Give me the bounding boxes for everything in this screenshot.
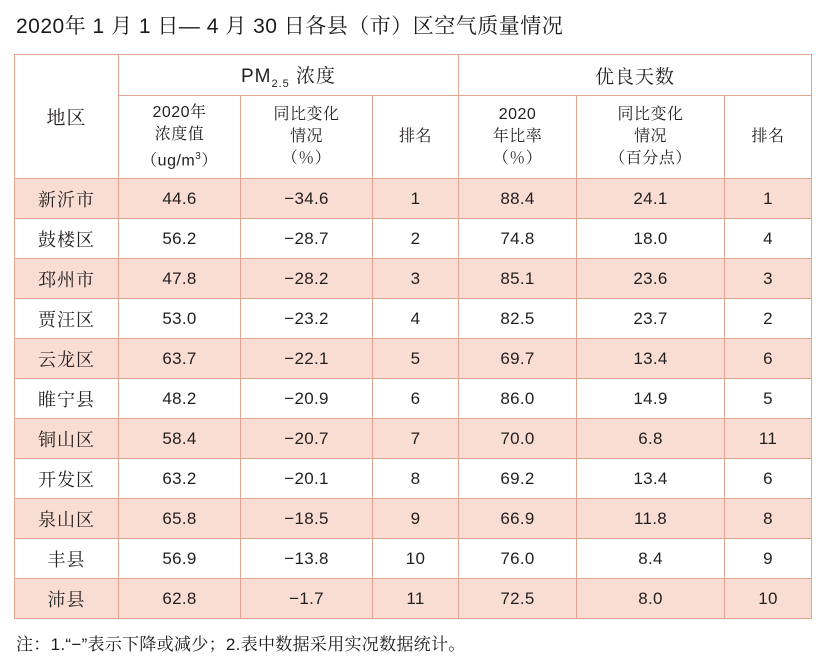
cell-days-rank: 8 xyxy=(725,499,812,539)
cell-days-rank: 5 xyxy=(725,379,812,419)
cell-days-rank: 10 xyxy=(725,579,812,619)
cell-pm-change: −20.1 xyxy=(241,459,373,499)
pm25-label-tail: 浓度 xyxy=(289,65,337,87)
table-note: 注：1.“−”表示下降或减少；2.表中数据采用实况数据统计。 xyxy=(16,635,466,655)
pm-value-line1: 2020年 xyxy=(152,104,207,121)
cell-days-change: 8.4 xyxy=(577,539,725,579)
cell-region: 开发区 xyxy=(15,459,119,499)
cell-days-value: 69.2 xyxy=(459,459,577,499)
cell-region: 鼓楼区 xyxy=(15,219,119,259)
days-value-line2: 年比率 xyxy=(492,128,543,146)
days-value-line3: （％） xyxy=(492,150,543,168)
cell-days-rank: 1 xyxy=(725,179,812,219)
cell-days-change: 8.0 xyxy=(577,579,725,619)
cell-days-rank: 9 xyxy=(725,539,812,579)
table-row xyxy=(15,379,812,419)
air-quality-table xyxy=(14,54,812,619)
cell-region: 泉山区 xyxy=(15,499,119,539)
cell-pm-change: −18.5 xyxy=(241,499,373,539)
cell-pm-rank: 2 xyxy=(373,219,459,259)
table-row xyxy=(15,459,812,499)
pm-change-line2: 情况 xyxy=(289,128,323,146)
cell-pm-value: 44.6 xyxy=(119,179,241,219)
cell-pm-change: −34.6 xyxy=(241,179,373,219)
cell-days-value: 72.5 xyxy=(459,579,577,619)
table-row xyxy=(15,339,812,379)
pm-change-line1: 同比变化 xyxy=(273,106,340,124)
cell-pm-value: 56.2 xyxy=(119,219,241,259)
pm25-label-sub: 2.5 xyxy=(271,77,290,90)
cell-region: 睢宁县 xyxy=(15,379,119,419)
cell-pm-rank: 10 xyxy=(373,539,459,579)
table-row xyxy=(15,179,812,219)
days-value-line1: 2020 xyxy=(498,106,537,124)
pm-change-line3: （％） xyxy=(281,150,332,168)
column-group-header-pm25 xyxy=(119,55,459,96)
table-row xyxy=(15,299,812,339)
cell-days-value: 70.0 xyxy=(459,419,577,459)
column-header-pm-change xyxy=(241,96,373,179)
cell-days-change: 6.8 xyxy=(577,419,725,459)
cell-days-change: 14.9 xyxy=(577,379,725,419)
cell-days-value: 74.8 xyxy=(459,219,577,259)
cell-days-rank: 6 xyxy=(725,339,812,379)
cell-pm-rank: 8 xyxy=(373,459,459,499)
cell-pm-rank: 4 xyxy=(373,299,459,339)
cell-pm-change: −22.1 xyxy=(241,339,373,379)
cell-pm-rank: 6 xyxy=(373,379,459,419)
table-row xyxy=(15,419,812,459)
cell-days-value: 69.7 xyxy=(459,339,577,379)
column-header-days-value xyxy=(459,96,577,179)
cell-days-rank: 6 xyxy=(725,459,812,499)
cell-days-change: 13.4 xyxy=(577,339,725,379)
cell-pm-rank: 1 xyxy=(373,179,459,219)
cell-days-rank: 3 xyxy=(725,259,812,299)
column-header-pm-rank: 排名 xyxy=(373,96,459,179)
cell-days-change: 11.8 xyxy=(577,499,725,539)
cell-pm-value: 56.9 xyxy=(119,539,241,579)
days-change-line1: 同比变化 xyxy=(617,106,684,124)
cell-region: 铜山区 xyxy=(15,419,119,459)
cell-region: 丰县 xyxy=(15,539,119,579)
column-group-header-good-days: 优良天数 xyxy=(459,55,812,96)
cell-days-change: 18.0 xyxy=(577,219,725,259)
table-header-sub-row xyxy=(15,96,812,179)
cell-days-value: 66.9 xyxy=(459,499,577,539)
column-header-pm-value xyxy=(119,96,241,179)
cell-region: 新沂市 xyxy=(15,179,119,219)
cell-region: 沛县 xyxy=(15,579,119,619)
cell-days-value: 76.0 xyxy=(459,539,577,579)
cell-pm-rank: 11 xyxy=(373,579,459,619)
cell-region: 贾汪区 xyxy=(15,299,119,339)
cell-pm-rank: 3 xyxy=(373,259,459,299)
cell-pm-value: 65.8 xyxy=(119,499,241,539)
days-change-line3: （百分点） xyxy=(609,150,692,168)
table-head xyxy=(15,55,812,179)
cell-pm-change: −28.7 xyxy=(241,219,373,259)
table-row xyxy=(15,579,812,619)
cell-pm-change: −28.2 xyxy=(241,259,373,299)
cell-pm-change: −1.7 xyxy=(241,579,373,619)
table-header-group-row xyxy=(15,55,812,96)
cell-pm-value: 63.2 xyxy=(119,459,241,499)
cell-days-change: 24.1 xyxy=(577,179,725,219)
cell-days-value: 86.0 xyxy=(459,379,577,419)
cell-pm-change: −20.9 xyxy=(241,379,373,419)
table-row xyxy=(15,499,812,539)
table-row xyxy=(15,539,812,579)
cell-pm-value: 47.8 xyxy=(119,259,241,299)
pm25-label-main: PM xyxy=(240,65,272,87)
table-body xyxy=(15,179,812,619)
cell-pm-value: 58.4 xyxy=(119,419,241,459)
cell-days-value: 85.1 xyxy=(459,259,577,299)
pm-value-line2: 浓度值 xyxy=(154,126,205,143)
cell-days-value: 82.5 xyxy=(459,299,577,339)
cell-region: 邳州市 xyxy=(15,259,119,299)
table-row xyxy=(15,259,812,299)
pm-value-line3: $(ug/m^3)$ xyxy=(141,151,218,170)
cell-pm-rank: 5 xyxy=(373,339,459,379)
page-title: 2020年 1 月 1 日— 4 月 30 日各县（市）区空气质量情况 xyxy=(16,15,564,38)
cell-days-rank: 2 xyxy=(725,299,812,339)
cell-pm-change: −13.8 xyxy=(241,539,373,579)
cell-days-rank: 4 xyxy=(725,219,812,259)
column-header-days-change xyxy=(577,96,725,179)
days-change-line2: 情况 xyxy=(634,128,668,146)
cell-region: 云龙区 xyxy=(15,339,119,379)
cell-days-value: 88.4 xyxy=(459,179,577,219)
cell-days-change: 23.6 xyxy=(577,259,725,299)
cell-pm-value: 48.2 xyxy=(119,379,241,419)
cell-pm-value: 53.0 xyxy=(119,299,241,339)
cell-pm-rank: 7 xyxy=(373,419,459,459)
cell-pm-change: −23.2 xyxy=(241,299,373,339)
cell-days-rank: 11 xyxy=(725,419,812,459)
column-header-region: 地区 xyxy=(15,55,119,179)
cell-pm-value: 63.7 xyxy=(119,339,241,379)
cell-days-change: 23.7 xyxy=(577,299,725,339)
table-row xyxy=(15,219,812,259)
cell-pm-rank: 9 xyxy=(373,499,459,539)
column-header-days-rank: 排名 xyxy=(725,96,812,179)
cell-days-change: 13.4 xyxy=(577,459,725,499)
cell-pm-change: −20.7 xyxy=(241,419,373,459)
cell-pm-value: 62.8 xyxy=(119,579,241,619)
